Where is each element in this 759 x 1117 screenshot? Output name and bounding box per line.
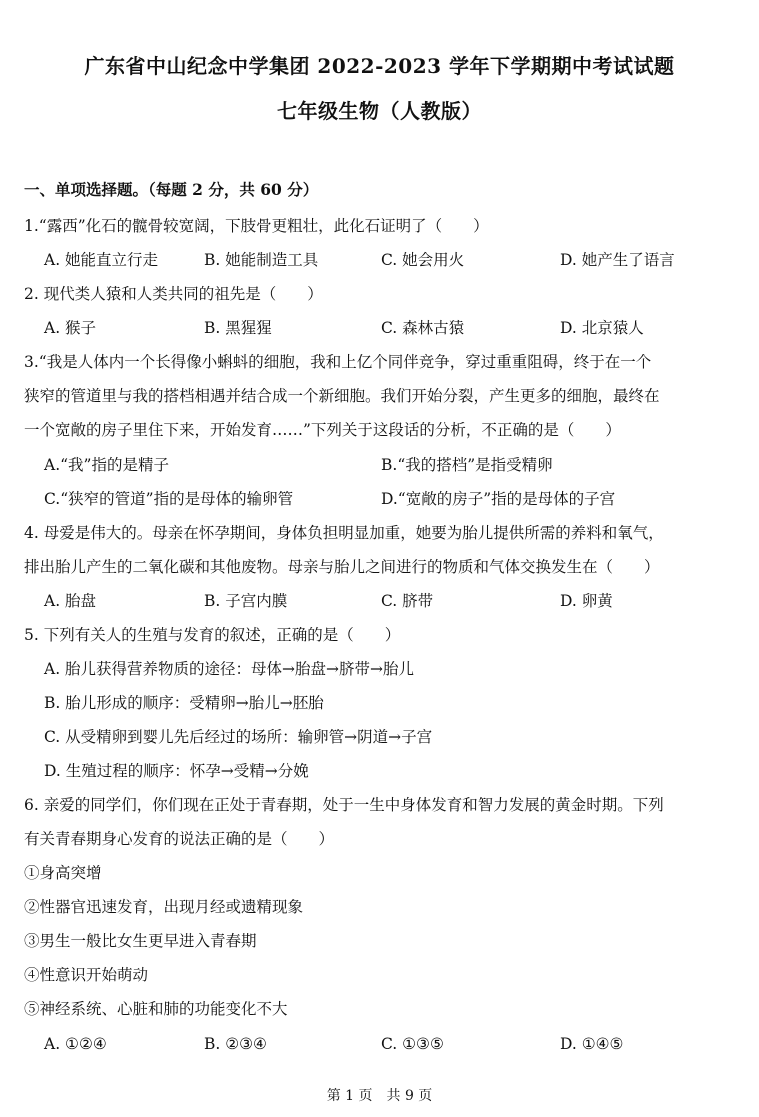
question-3-option-a: A.“我”指的是精子: [44, 456, 169, 474]
question-4-option-b: B. 子宫内膜: [204, 592, 288, 610]
question-1-stem: 1.“露西”化石的髋骨较宽阔，下肢骨更粗壮，此化石证明了（ ）: [24, 217, 489, 235]
question-5-option-a: A. 胎儿获得营养物质的途径：母体→胎盘→脐带→胎儿: [44, 660, 415, 678]
question-1-option-d: D. 她产生了语言: [560, 251, 675, 269]
question-1-option-a: A. 她能直立行走: [44, 251, 159, 269]
question-5-option-d: D. 生殖过程的顺序：怀孕→受精→分娩: [44, 762, 309, 780]
question-3-stem-line-2: 狭窄的管道里与我的搭档相遇并结合成一个新细胞。我们开始分裂，产生更多的细胞，最终在: [24, 387, 660, 405]
question-2-option-c: C. 森林古猿: [381, 319, 465, 337]
section-heading: 一、单项选择题。（每题 2 分，共 60 分）: [24, 180, 319, 199]
question-2-option-b: B. 黑猩猩: [204, 319, 272, 337]
question-4-option-a: A. 胎盘: [44, 592, 97, 610]
question-2-option-a: A. 猴子: [44, 319, 97, 337]
question-6-statement-3: ③男生一般比女生更早进入青春期: [24, 932, 257, 950]
question-1-option-b: B. 她能制造工具: [204, 251, 319, 269]
question-4-option-c: C. 脐带: [381, 592, 434, 610]
question-3-stem-line-1: 3.“我是人体内一个长得像小蝌蚪的细胞，我和上亿个同伴竞争，穿过重重阻碍，终于在一个: [24, 353, 652, 371]
question-1-option-c: C. 她会用火: [381, 251, 465, 269]
question-6-stem-line-1: 6. 亲爱的同学们，你们现在正处于青春期，处于一生中身体发育和智力发展的黄金时期。下列: [24, 796, 664, 814]
page-number: 第 1 页 共 9 页: [326, 1088, 433, 1104]
question-2-stem: 2. 现代类人猿和人类共同的祖先是（ ）: [24, 285, 323, 303]
question-4-stem-line-1: 4. 母爱是伟大的。母亲在怀孕期间，身体负担明显加重，她要为胎儿提供所需的养料和氧气，: [24, 524, 664, 542]
question-3-option-b: B.“我的搭档”是指受精卵: [381, 456, 553, 474]
question-6-option-a: A. ①②④: [44, 1035, 107, 1053]
question-3-option-c: C.“狭窄的管道”指的是母体的输卵管: [44, 490, 294, 508]
question-6-statement-2: ②性器官迅速发育，出现月经或遗精现象: [24, 898, 304, 916]
question-6-option-b: B. ②③④: [204, 1035, 267, 1053]
question-5-option-b: B. 胎儿形成的顺序：受精卵→胎儿→胚胎: [44, 694, 324, 712]
exam-title: 广东省中山纪念中学集团 2022-2023 学年下学期期中考试试题: [84, 54, 675, 78]
question-5-option-c: C. 从受精卵到婴儿先后经过的场所：输卵管→阴道→子宫: [44, 728, 433, 746]
question-5-stem: 5. 下列有关人的生殖与发育的叙述，正确的是（ ）: [24, 626, 401, 644]
question-2-option-d: D. 北京猿人: [560, 319, 644, 337]
question-6-statement-4: ④性意识开始萌动: [24, 966, 149, 984]
question-6-option-c: C. ①③⑤: [381, 1035, 444, 1053]
question-4-option-d: D. 卵黄: [560, 592, 613, 610]
question-6-option-d: D. ①④⑤: [560, 1035, 624, 1053]
question-4-stem-line-2: 排出胎儿产生的二氧化碳和其他废物。母亲与胎儿之间进行的物质和气体交换发生在（ ）: [24, 558, 660, 576]
question-3-option-d: D.“宽敞的房子”指的是母体的子宫: [381, 490, 616, 508]
question-6-stem-line-2: 有关青春期身心发育的说法正确的是（ ）: [24, 830, 335, 848]
question-3-stem-line-3: 一个宽敞的房子里住下来，开始发育……”下列关于这段话的分析，不正确的是（ ）: [24, 421, 621, 439]
question-6-statement-5: ⑤神经系统、心脏和肺的功能变化不大: [24, 1000, 288, 1018]
exam-subtitle: 七年级生物（人教版）: [277, 99, 482, 123]
question-6-statement-1: ①身高突增: [24, 864, 102, 882]
